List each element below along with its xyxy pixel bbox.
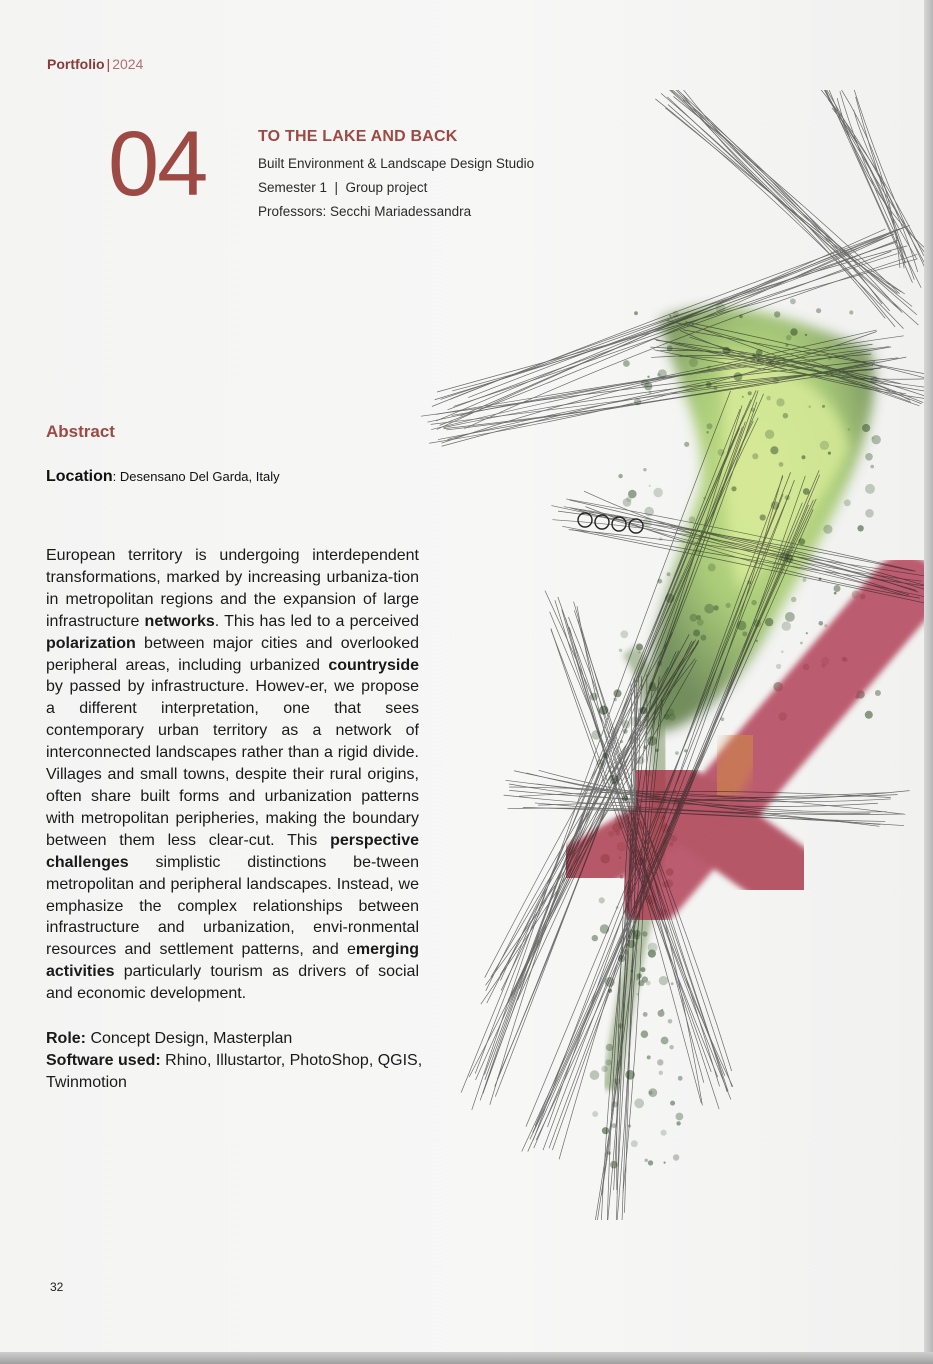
vegetation-dot (726, 603, 731, 608)
vegetation-dot (752, 453, 758, 459)
vegetation-dot (848, 428, 851, 431)
vegetation-dot (781, 650, 784, 653)
vegetation-dot (742, 396, 744, 398)
vegetation-dot (641, 1030, 649, 1038)
page-bottom-edge (0, 1352, 933, 1364)
pencil-stroke (821, 90, 924, 253)
vegetation-dot (790, 298, 796, 304)
running-header (47, 56, 143, 72)
vegetation-dot (647, 1055, 651, 1059)
vegetation-dot (626, 496, 632, 502)
vegetation-dot (642, 931, 647, 936)
vegetation-dot (798, 538, 805, 545)
vegetation-dot (802, 455, 806, 459)
vegetation-dot (675, 751, 679, 755)
vegetation-dot (667, 572, 671, 576)
vegetation-dot (590, 1070, 600, 1080)
vegetation-dot (668, 713, 675, 720)
software-label: Software used: (46, 1051, 161, 1069)
vegetation-dot (631, 1140, 638, 1147)
vegetation-dot (706, 431, 708, 433)
vegetation-dot (774, 311, 780, 317)
vegetation-dot (693, 630, 700, 637)
vegetation-dot (676, 1113, 684, 1121)
abstract-keyword: polarization (46, 634, 136, 652)
abstract-body (46, 545, 419, 1005)
header-separator: | (106, 56, 111, 72)
vegetation-dot (641, 967, 646, 972)
vegetation-dot (648, 1160, 653, 1165)
pencil-stroke (660, 90, 882, 304)
vegetation-dot (782, 622, 791, 631)
vegetation-dot (600, 924, 609, 933)
vegetation-dot (718, 449, 725, 456)
vegetation-dot (623, 360, 630, 367)
vegetation-dot (669, 1045, 673, 1049)
vegetation-dot (599, 897, 605, 903)
vegetation-dot (618, 474, 622, 478)
project-meta (46, 1028, 426, 1094)
vegetation-dot (620, 630, 628, 638)
vegetation-dot (779, 462, 784, 467)
vegetation-dot (742, 631, 747, 636)
vegetation-dot (634, 1098, 644, 1108)
vegetation-dot (690, 614, 698, 622)
vegetation-dot (606, 1044, 613, 1051)
vegetation-dot (872, 435, 881, 444)
vegetation-dot (708, 563, 716, 571)
vegetation-dot (649, 485, 651, 487)
project-professors: Professors: Secchi Mariadessandra (258, 204, 472, 219)
vegetation-dot (857, 525, 863, 531)
vegetation-dot (697, 619, 704, 626)
vegetation-dot (661, 1037, 669, 1045)
vegetation-dot (790, 328, 797, 335)
vegetation-dot (791, 597, 796, 602)
vegetation-dot (870, 465, 874, 469)
vegetation-dot (865, 453, 873, 461)
page-edge-shadow (924, 0, 933, 1364)
vegetation-dot (643, 468, 646, 471)
page-number: 32 (50, 1280, 64, 1294)
vegetation-dot (704, 604, 714, 614)
vegetation-dot (822, 405, 825, 408)
vegetation-dot (637, 973, 642, 978)
abstract-text-run: particularly tourism as drivers of social and economic development. (46, 963, 419, 1003)
vegetation-dot (689, 358, 698, 367)
pencil-stroke (653, 90, 895, 327)
abstract-heading: Abstract (46, 422, 115, 441)
vegetation-dot (823, 525, 832, 534)
pencil-stroke (663, 90, 902, 313)
vegetation-dot (659, 976, 668, 985)
vegetation-dot (648, 943, 658, 953)
vegetation-dot (649, 1091, 653, 1095)
role-value: Concept Design, Masterplan (86, 1030, 293, 1047)
vegetation-dot (654, 488, 663, 497)
vegetation-dot (643, 1012, 648, 1017)
role-label: Role: (46, 1030, 86, 1047)
vegetation-dot (766, 396, 771, 401)
abstract-text-run: European territory is undergoing interdependent transformations, marked by increasing urbaniza-tion in metropolitan regions and the expansion of large infrastructure (46, 547, 419, 630)
abstract-keyword: countryside (328, 656, 419, 674)
location-value: : Desensano Del Garda, Italy (112, 469, 280, 484)
vegetation-dot (803, 488, 810, 495)
header-portfolio: Portfolio (47, 56, 105, 72)
vegetation-dot (645, 1159, 648, 1162)
vegetation-dot (592, 1111, 598, 1117)
vegetation-dot (760, 514, 766, 520)
project-semester: Semester 1 | Group project (258, 180, 428, 195)
vegetation-dot (636, 644, 643, 651)
location-label: Location (46, 468, 113, 485)
vegetation-dot (816, 308, 821, 313)
vegetation-dot (776, 398, 784, 406)
vegetation-dot (731, 486, 736, 491)
vegetation-dot (670, 1101, 675, 1106)
abstract-text-run: simplistic distinctions be-tween metropolitan and peripheral landscapes. Instead, we emphasize the complex relationships between infrastructure and urbanization, envi-ronmental resources and settlement patterns, and e (46, 853, 419, 959)
vegetation-dot (805, 334, 807, 336)
abstract-keyword: merging activities (46, 941, 419, 981)
vegetation-dot (786, 335, 792, 341)
vegetation-dot (785, 612, 795, 622)
vegetation-dot (834, 585, 841, 592)
project-number: 04 (108, 113, 207, 215)
pencil-stroke (851, 90, 924, 267)
vegetation-dot (765, 618, 773, 626)
software-value: Rhino, Illustartor, PhotoShop, QGIS, Twinmotion (46, 1051, 423, 1091)
vegetation-dot (676, 1121, 680, 1125)
vegetation-dot (713, 605, 718, 610)
vegetation-dot (657, 1059, 663, 1065)
vegetation-dot (819, 621, 824, 626)
vegetation-dot (862, 424, 870, 432)
vegetation-dot (673, 1154, 679, 1160)
vegetation-dot (592, 935, 598, 941)
vegetation-dot (612, 1123, 617, 1128)
vegetation-dot (800, 642, 803, 645)
pencil-stroke (823, 90, 906, 263)
vegetation-dot (820, 441, 829, 450)
vegetation-dot (803, 578, 807, 582)
vegetation-dot (751, 600, 756, 605)
vegetation-dot (865, 509, 874, 518)
vegetation-dot (849, 310, 853, 314)
software-line (46, 1050, 426, 1094)
concept-sketch-illustration (420, 90, 924, 1220)
vegetation-dot (865, 484, 875, 494)
vegetation-dot (834, 592, 837, 595)
vegetation-dot (634, 311, 638, 315)
vegetation-dot (770, 446, 778, 454)
project-title: TO THE LAKE AND BACK (258, 128, 458, 145)
location-line (46, 468, 280, 486)
project-studio: Built Environment & Landscape Design Studio (258, 156, 535, 171)
vegetation-dot (872, 437, 874, 439)
vegetation-dot (664, 1162, 666, 1164)
header-year: 2024 (112, 56, 144, 72)
vegetation-dot (684, 442, 689, 447)
abstract-text-run: . This has led to a perceived (214, 612, 419, 630)
vegetation-dot (671, 982, 674, 985)
vegetation-dot (669, 315, 671, 317)
vegetation-dot (658, 1010, 665, 1017)
vegetation-dot (776, 664, 781, 669)
vegetation-dot (638, 651, 640, 653)
vegetation-dot (875, 690, 881, 696)
vegetation-dot (865, 711, 873, 719)
vegetation-dot (659, 1071, 663, 1075)
vegetation-dot (668, 1019, 673, 1024)
vegetation-dot (824, 624, 827, 627)
vegetation-dot (700, 635, 706, 641)
vegetation-dot (783, 413, 789, 419)
vegetation-dot (748, 391, 752, 395)
vegetation-dot (602, 1127, 609, 1134)
vegetation-dot (601, 1066, 607, 1072)
vegetation-dot (808, 405, 811, 408)
vegetation-dot (707, 423, 713, 429)
vegetation-dot (619, 649, 622, 652)
vegetation-dot (678, 1076, 683, 1081)
abstract-keyword: perspective challenges (46, 831, 419, 871)
vegetation-dot (647, 376, 649, 378)
abstract-keyword: networks (144, 612, 215, 630)
vegetation-dot (806, 632, 808, 634)
abstract-text-run: by passed by infrastructure. Howev-er, we propose a different interpretation, one that sees contemporary urban territory as a network of interconnected landscapes rather than a rigid divide. Villages and small towns, despite their rural origins, often share built forms and urbanization patterns with metropolitan peripheries, making the boundary between them less clear-cut. This (46, 678, 419, 849)
pencil-stroke (854, 110, 924, 280)
vegetation-dot (661, 1130, 667, 1136)
vegetation-dot (605, 1059, 611, 1065)
abstract-text-run: between major cities and overlooked peripheral areas, including urbanized (46, 634, 419, 674)
role-line (46, 1028, 426, 1050)
vegetation-dot (765, 430, 774, 439)
vegetation-dot (828, 452, 831, 455)
vegetation-dot (844, 499, 851, 506)
